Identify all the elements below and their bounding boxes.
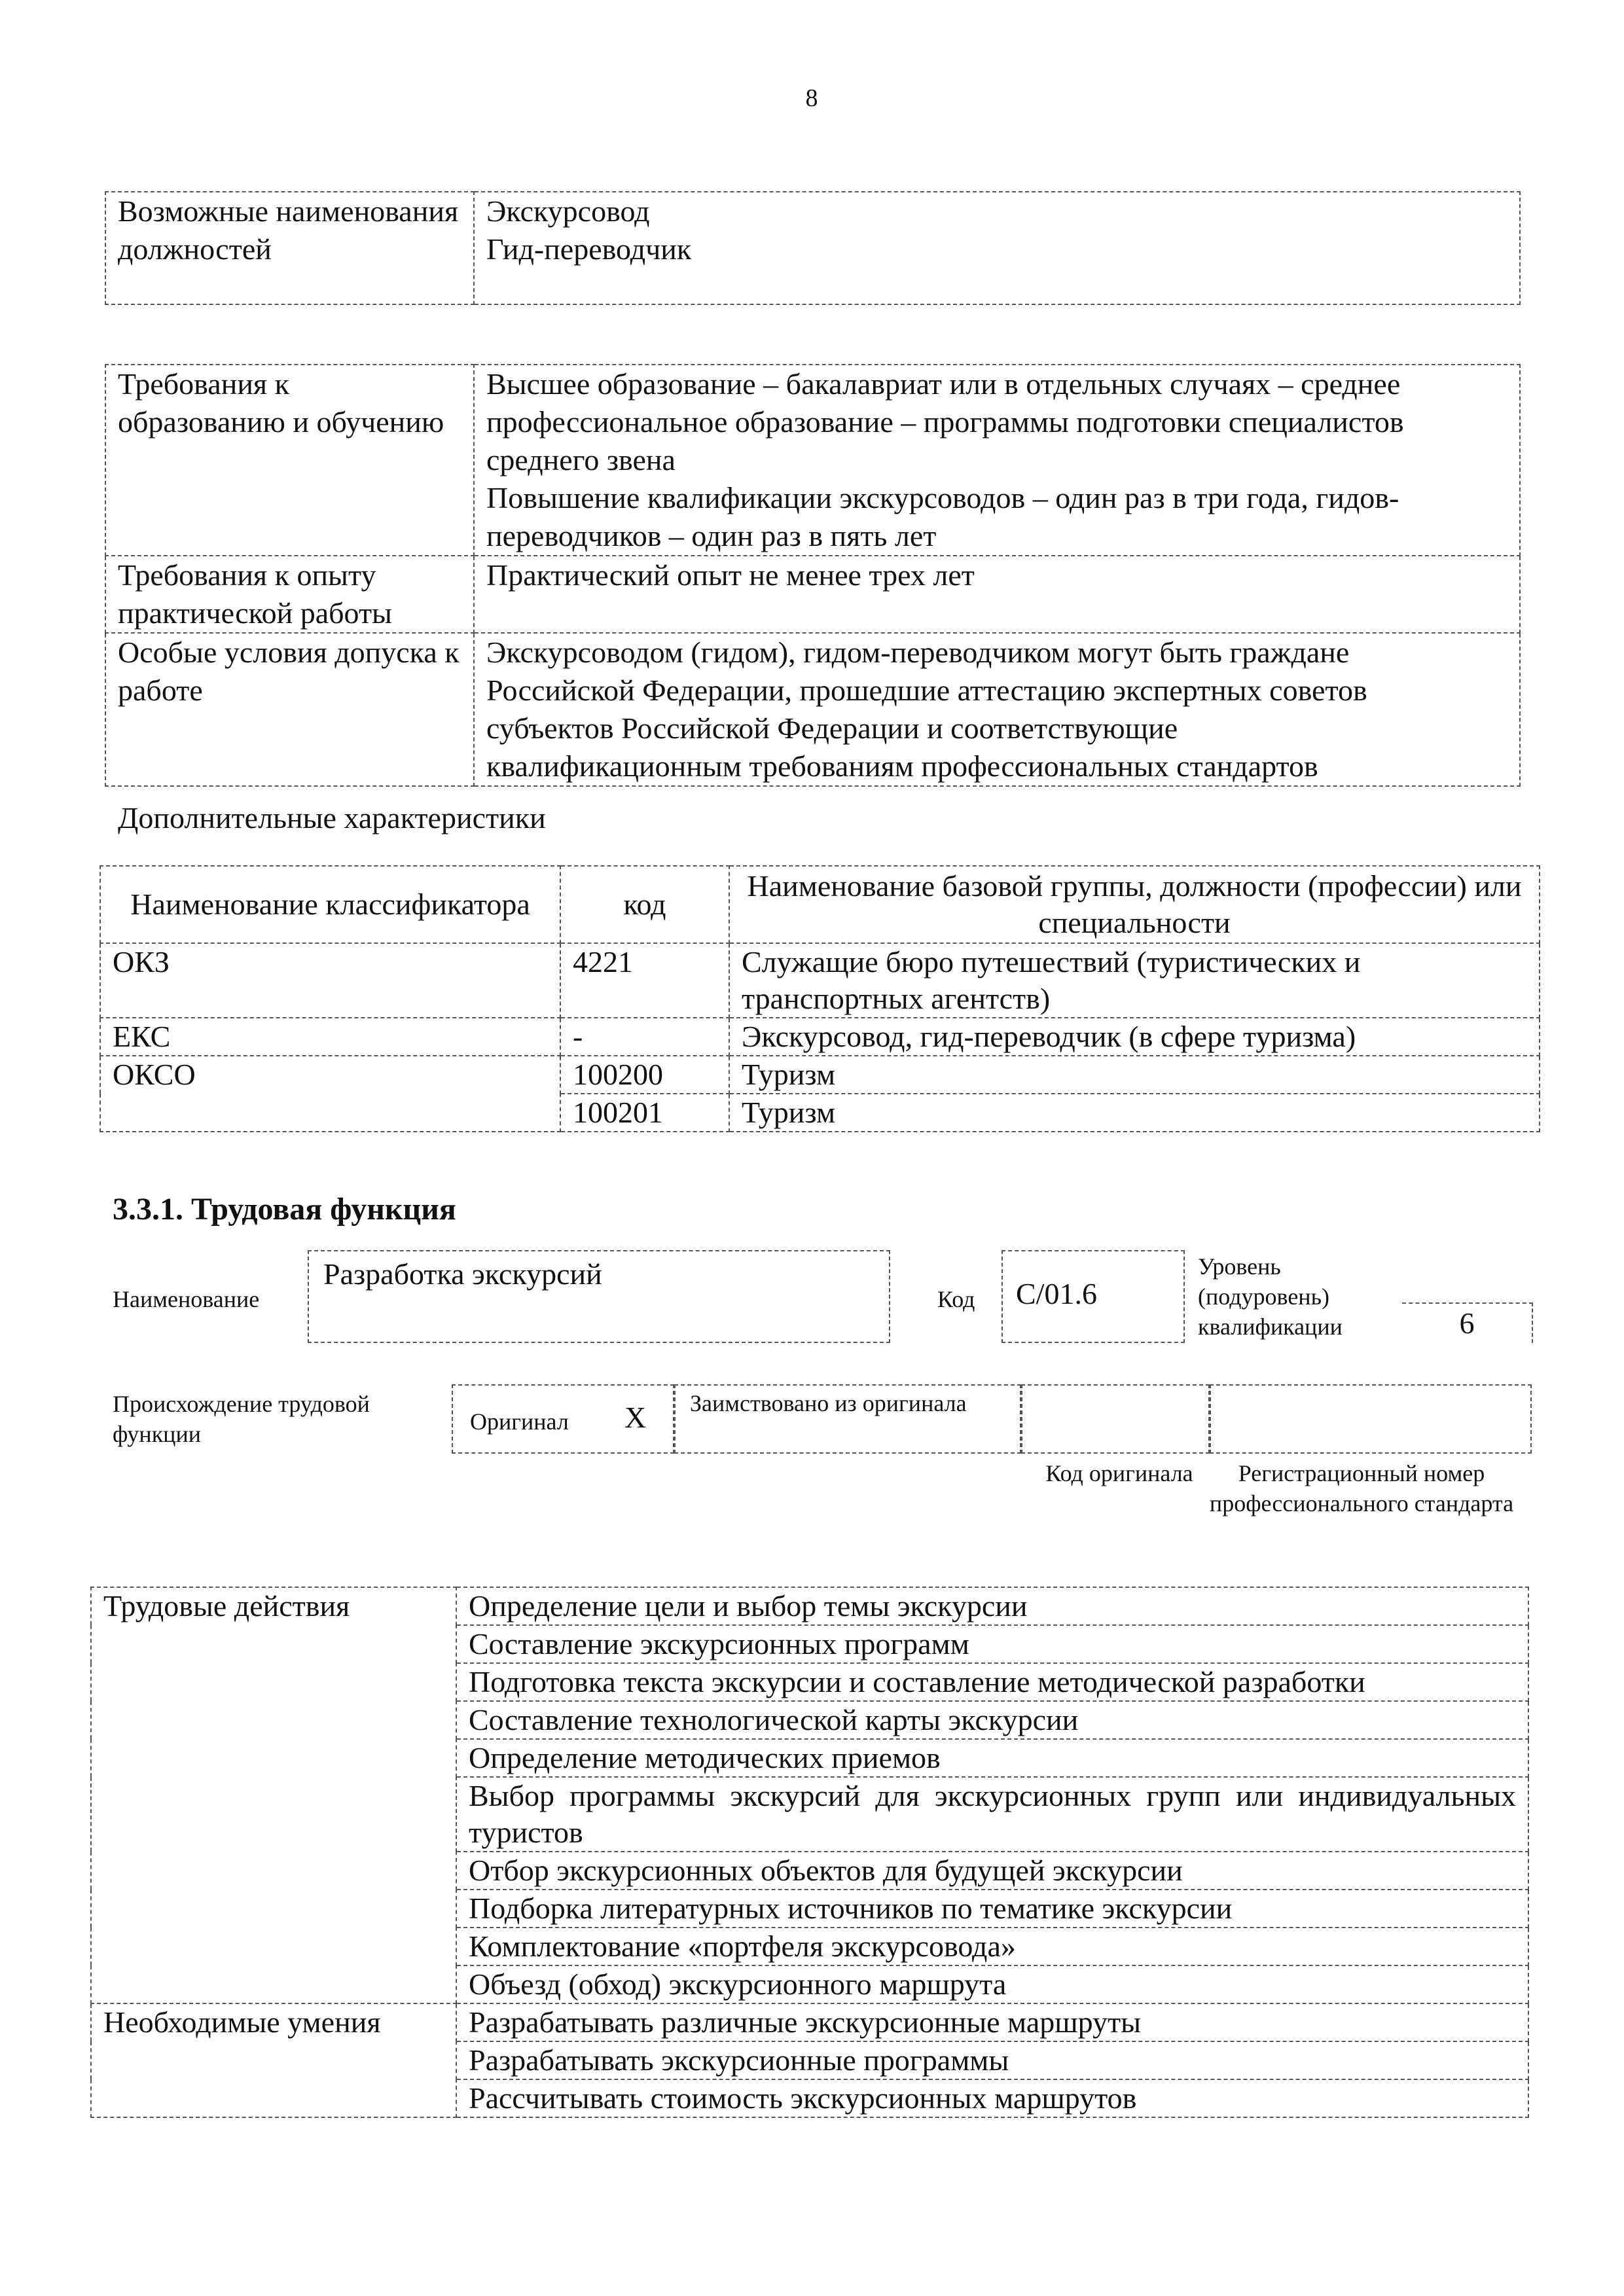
name-label: Наименование xyxy=(113,1286,260,1312)
additional-title: Дополнительные характеристики xyxy=(118,801,546,834)
skill-item: Рассчитывать стоимость экскурсионных маршрутов xyxy=(456,2079,1528,2117)
origin-code-cell xyxy=(1021,1384,1210,1454)
header-name: Наименование базовой группы, должности (профессии) или специальности xyxy=(729,866,1540,943)
position-item: Экскурсовод xyxy=(486,194,650,228)
text-line: Высшее образование – бакалавриат или в отдельных случаях – среднее xyxy=(486,367,1401,401)
education-label: Требования к образованию и обучению xyxy=(105,365,474,556)
text-line: среднего звена xyxy=(486,443,676,476)
origin-row xyxy=(452,1384,1532,1454)
level-field: 6 xyxy=(1402,1302,1533,1343)
actions-label: Трудовые действия xyxy=(91,1587,456,2003)
code-cell: 100200 xyxy=(560,1056,729,1094)
text-line: квалификационным требованиям профессиональных стандартов xyxy=(486,749,1318,783)
origin-label: Происхождение трудовой функции xyxy=(113,1391,370,1447)
positions-table xyxy=(105,191,1521,305)
level-label: Уровень (подуровень) квалификации xyxy=(1198,1253,1343,1340)
skills-label: Необходимые умения xyxy=(91,2003,456,2117)
reg-number-cell xyxy=(1210,1384,1532,1454)
admission-label: Особые условия допуска к работе xyxy=(105,633,474,786)
name-cell: Экскурсовод, гид-переводчик (в сфере туризма) xyxy=(729,1018,1540,1056)
header-code: код xyxy=(560,866,729,943)
action-item: Комплектование «портфеля экскурсовода» xyxy=(456,1928,1528,1965)
header-classifier: Наименование классификатора xyxy=(100,866,560,943)
positions-label: Возможные наименования должностей xyxy=(105,192,474,304)
action-item: Определение методических приемов xyxy=(456,1739,1528,1777)
experience-label: Требования к опыту практической работы xyxy=(105,556,474,633)
actions-skills-table xyxy=(90,1587,1529,2118)
borrowed-cell xyxy=(674,1384,1021,1454)
code-cell: - xyxy=(560,1018,729,1056)
text-line: переводчиков – один раз в пять лет xyxy=(486,519,937,552)
action-item: Подготовка текста экскурсии и составление методической разработки xyxy=(456,1663,1528,1701)
code-cell: 4221 xyxy=(560,943,729,1018)
admission-value xyxy=(474,633,1520,786)
experience-value: Практический опыт не менее трех лет xyxy=(474,556,1520,633)
positions-values xyxy=(474,192,1520,304)
page-number: 8 xyxy=(805,84,818,112)
original-label: Оригинал xyxy=(470,1408,569,1435)
action-item: Объезд (обход) экскурсионного маршрута xyxy=(456,1965,1528,2003)
classifier-table xyxy=(99,865,1540,1132)
classifier-cell: ОКСО xyxy=(100,1056,560,1132)
text-line: субъектов Российской Федерации и соответствующие xyxy=(486,711,1178,745)
classifier-cell: ОКЗ xyxy=(100,943,560,1018)
education-value xyxy=(474,365,1520,556)
name-cell: Туризм xyxy=(729,1094,1540,1132)
text-line: Повышение квалификации экскурсоводов – один раз в три года, гидов- xyxy=(486,481,1399,514)
origin-code-label: Код оригинала xyxy=(1045,1460,1193,1486)
position-item: Гид-переводчик xyxy=(486,232,692,266)
code-label: Код xyxy=(937,1286,975,1312)
action-item: Определение цели и выбор темы экскурсии xyxy=(456,1587,1528,1625)
name-cell: Туризм xyxy=(729,1056,1540,1094)
text-line: Российской Федерации, прошедшие аттестацию экспертных советов xyxy=(486,673,1367,707)
function-code-field: C/01.6 xyxy=(1001,1250,1185,1343)
skill-item: Разрабатывать различные экскурсионные маршруты xyxy=(456,2003,1528,2041)
requirements-table xyxy=(105,364,1521,787)
name-cell: Служащие бюро путешествий (туристических и транспортных агентств) xyxy=(729,943,1540,1018)
skill-item: Разрабатывать экскурсионные программы xyxy=(456,2041,1528,2079)
action-item: Отбор экскурсионных объектов для будущей экскурсии xyxy=(456,1852,1528,1890)
original-cell xyxy=(452,1384,674,1454)
action-item: Подборка литературных источников по тематике экскурсии xyxy=(456,1890,1528,1928)
reg-number-label: Регистрационный номер профессионального стандарта xyxy=(1209,1460,1514,1516)
action-item: Выбор программы экскурсий для экскурсионных групп или индивидуальных туристов xyxy=(456,1777,1528,1852)
action-item: Составление экскурсионных программ xyxy=(456,1625,1528,1663)
original-mark: X xyxy=(624,1401,647,1434)
action-item: Составление технологической карты экскурсии xyxy=(456,1701,1528,1739)
code-cell: 100201 xyxy=(560,1094,729,1132)
classifier-cell: ЕКС xyxy=(100,1018,560,1056)
function-name-field: Разработка экскурсий xyxy=(308,1250,890,1343)
section-title: 3.3.1. Трудовая функция xyxy=(113,1192,456,1227)
text-line: профессиональное образование – программы подготовки специалистов xyxy=(486,405,1404,439)
text-line: Экскурсоводом (гидом), гидом-переводчиком могут быть граждане xyxy=(486,636,1350,669)
borrowed-label: Заимствовано из оригинала xyxy=(690,1390,967,1416)
